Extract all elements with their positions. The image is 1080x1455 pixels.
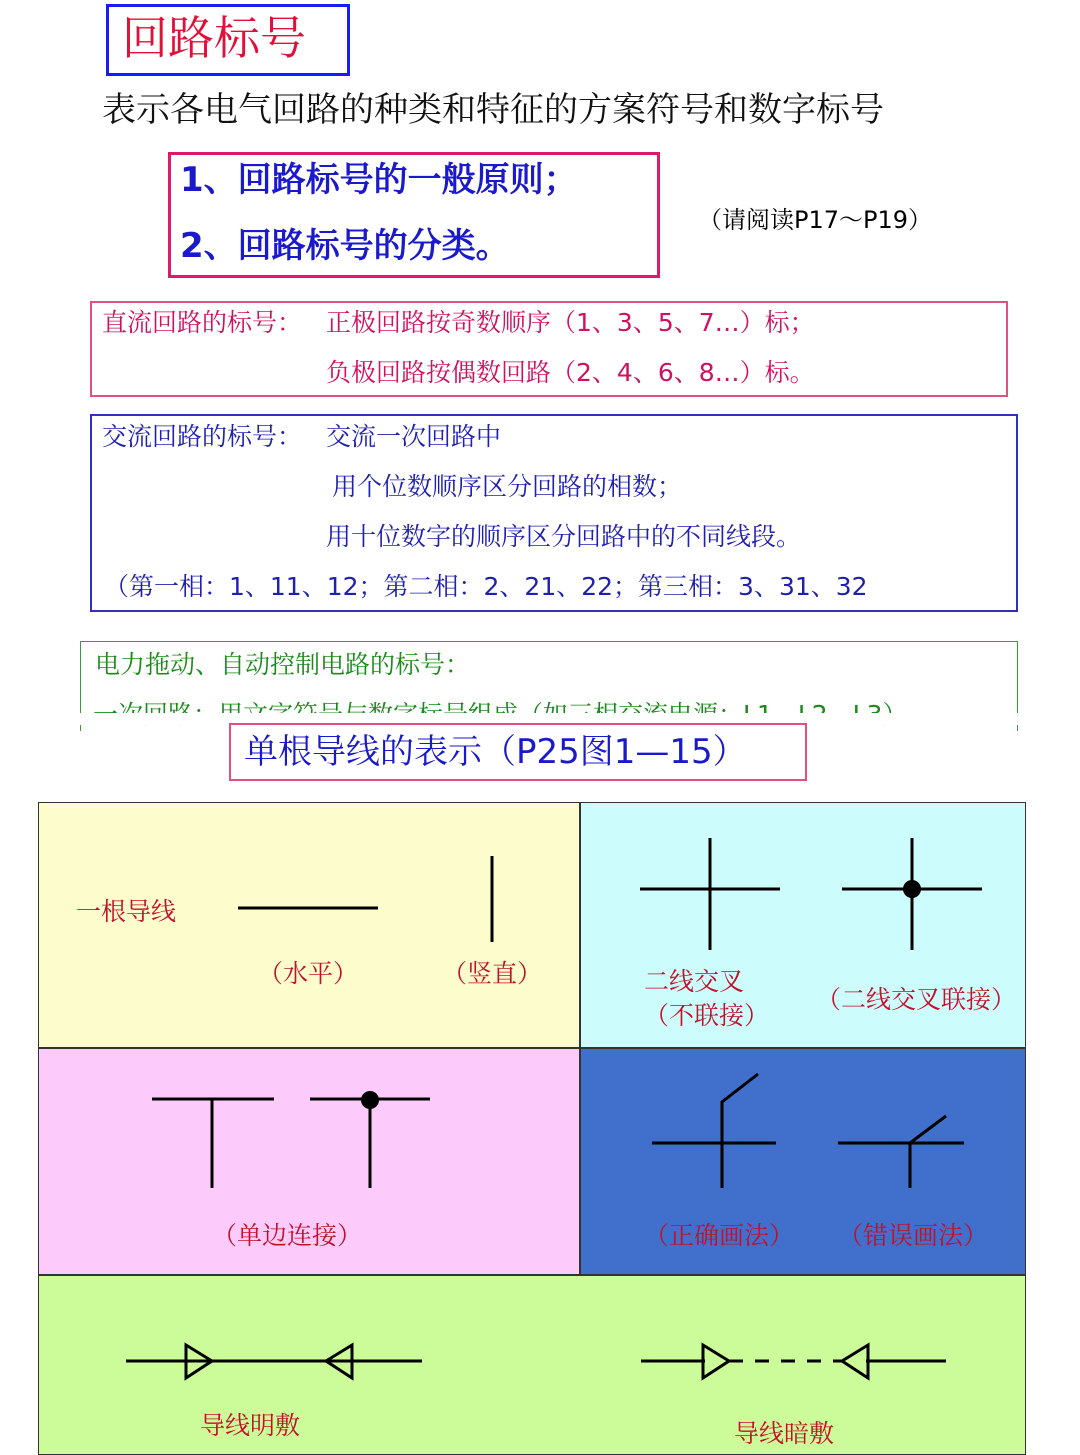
cross-joined-icon bbox=[842, 838, 982, 950]
vertical-label: （竖直） bbox=[442, 959, 543, 988]
ac-line-1: 交流一次回路中 bbox=[326, 422, 502, 451]
visible-laying-icon bbox=[126, 1345, 422, 1378]
ac-line-4: （第一相：1、11、12；第二相：2、21、22；第三相：3、31、32 bbox=[104, 572, 868, 601]
tee-plain-icon bbox=[152, 1099, 274, 1188]
cross-joined-label: （二线交叉联接） bbox=[816, 985, 1017, 1014]
ac-line-2: 用个位数顺序区分回路的相数； bbox=[332, 472, 683, 501]
outline-item-1: 1、回路标号的一般原则； bbox=[180, 160, 578, 200]
tee-label: （单边连接） bbox=[212, 1221, 363, 1250]
cross-not-joined-label-2: （不联接） bbox=[644, 1001, 770, 1030]
visible-laying-label: 导线明敷 bbox=[200, 1411, 301, 1440]
page-title: 回路标号 bbox=[122, 11, 306, 65]
ac-line-3: 用十位数字的顺序区分回路中的不同线段。 bbox=[326, 522, 802, 551]
dc-line-2: 负极回路按偶数回路（2、4、6、8…）标。 bbox=[326, 358, 815, 387]
outline-item-2: 2、回路标号的分类。 bbox=[180, 226, 510, 266]
bend-wrong-label: （错误画法） bbox=[838, 1221, 989, 1250]
hidden-laying-label: 导线暗敷 bbox=[734, 1419, 835, 1448]
reading-reference: （请阅读P17～P19） bbox=[698, 206, 933, 234]
hidden-laying-icon bbox=[641, 1345, 946, 1378]
one-wire-label: 一根导线 bbox=[76, 897, 177, 926]
cross-not-joined-icon bbox=[640, 838, 780, 950]
ac-label: 交流回路的标号： bbox=[102, 422, 303, 451]
page-subtitle: 表示各电气回路的种类和特征的方案符号和数字标号 bbox=[102, 90, 884, 130]
bend-wrong-icon bbox=[838, 1116, 964, 1188]
dc-label: 直流回路的标号： bbox=[102, 308, 303, 337]
dc-line-1: 正极回路按奇数顺序（1、3、5、7…）标； bbox=[326, 308, 815, 337]
cross-not-joined-label-1: 二线交叉 bbox=[644, 967, 745, 996]
bend-correct-icon bbox=[652, 1074, 776, 1188]
single-wire-title: 单根导线的表示（P25图1—15） bbox=[244, 732, 747, 772]
bend-correct-label: （正确画法） bbox=[644, 1221, 795, 1250]
horizontal-label: （水平） bbox=[258, 959, 359, 988]
drive-label: 电力拖动、自动控制电路的标号： bbox=[95, 650, 471, 679]
tee-joined-icon bbox=[310, 1091, 430, 1188]
